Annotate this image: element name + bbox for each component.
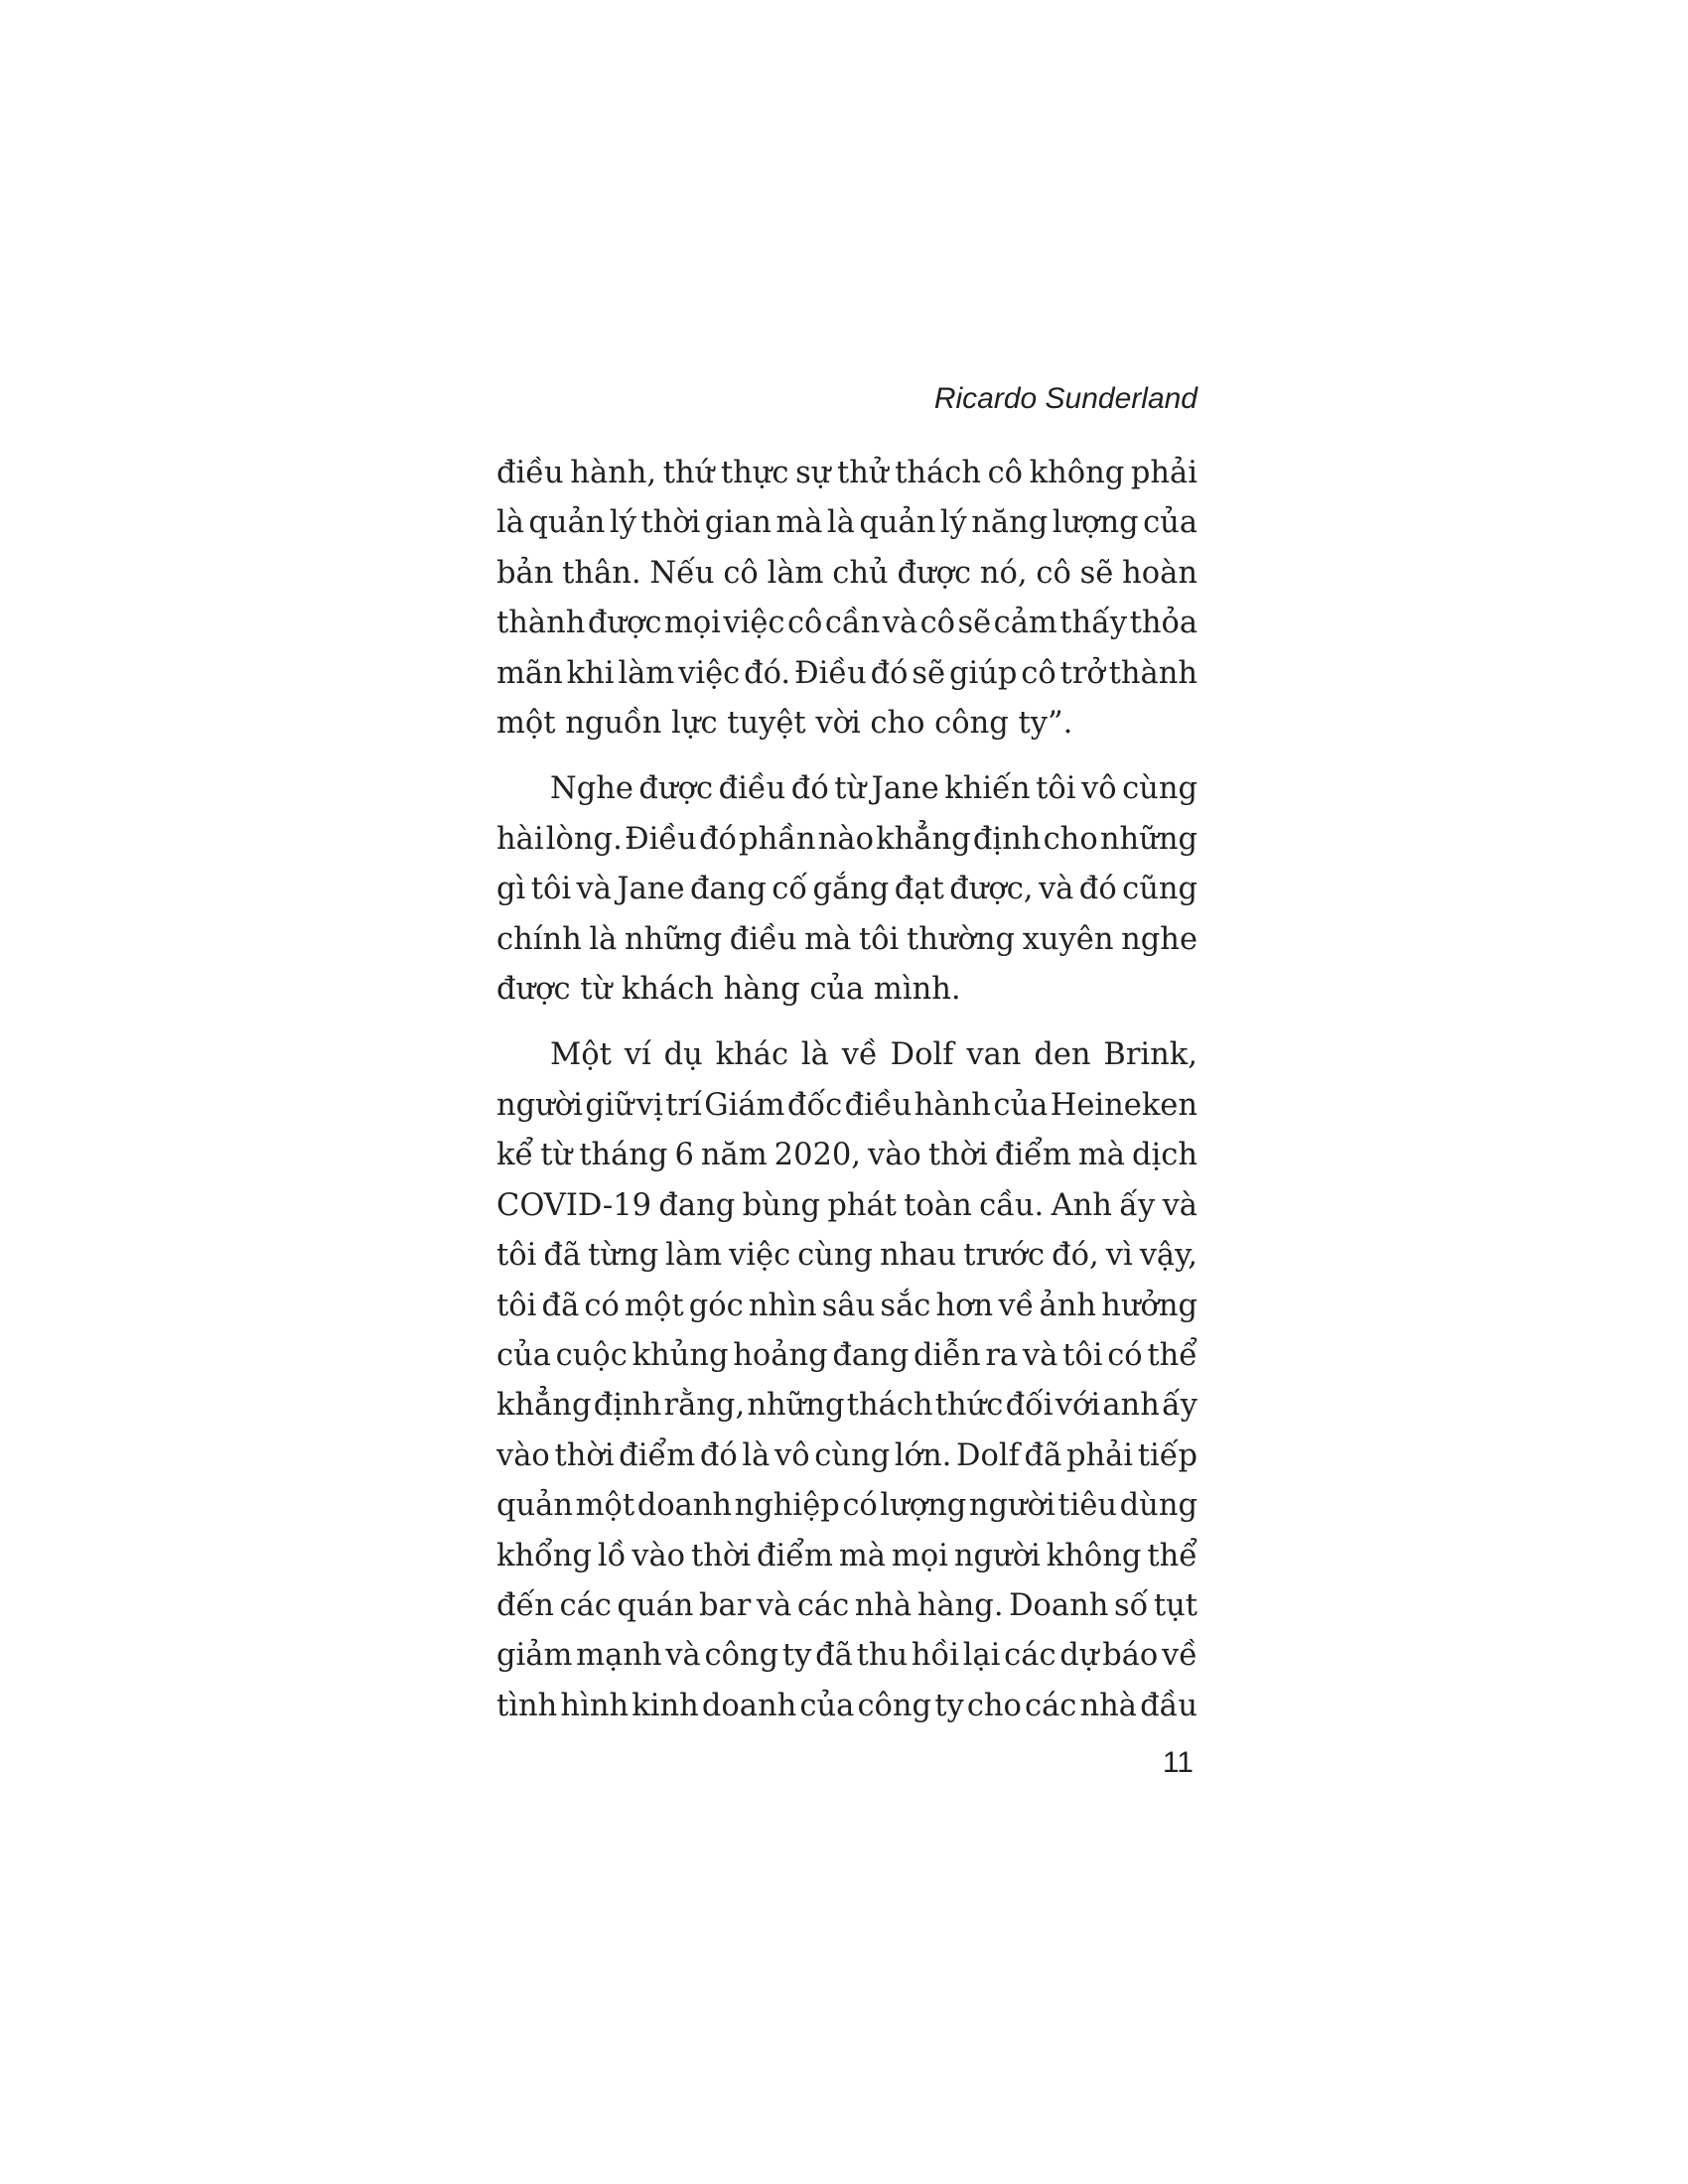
text-line: người giữ vị trí Giám đốc điều hành của Heineken [496, 1087, 1197, 1123]
text-line: giảm mạnh và công ty đã thu hồi lại các dự báo về [496, 1638, 1198, 1674]
text-line: gì tôi và Jane đang cố gắng đạt được, và đó cũng [496, 872, 1198, 907]
text-line: của cuộc khủng hoảng đang diễn ra và tôi có thể [496, 1337, 1198, 1373]
text-line: tình hình kinh doanh của công ty cho các nhà đầu [496, 1688, 1197, 1723]
text-line: COVID-19 đang bùng phát toàn cầu. Anh ấy và [496, 1187, 1197, 1223]
paragraph-1 [496, 449, 1197, 749]
text-line: hài lòng. Điều đó phần nào khẳng định cho những [496, 821, 1197, 857]
text-line: Một ví dụ khác là về Dolf van den Brink, [550, 1037, 1197, 1073]
text-line: một nguồn lực tuyệt vời cho công ty”. [496, 706, 1073, 742]
text-line: chính là những điều mà tôi thường xuyên nghe [496, 921, 1197, 957]
text-line: khổng lồ vào thời điểm mà mọi người không thể [496, 1538, 1198, 1573]
body-text [496, 449, 1197, 1731]
text-line: đến các quán bar và các nhà hàng. Doanh số tụt [496, 1587, 1197, 1623]
text-line: mãn khi làm việc đó. Điều đó sẽ giúp cô trở thành [496, 655, 1197, 691]
text-line: Nghe được điều đó từ Jane khiến tôi vô cùng [550, 771, 1197, 807]
text-line: tôi đã có một góc nhìn sâu sắc hơn về ảnh hưởng [496, 1288, 1197, 1323]
text-line: bản thân. Nếu cô làm chủ được nó, cô sẽ hoàn [496, 555, 1197, 591]
paragraph-2 [496, 764, 1197, 1015]
text-line: kể từ tháng 6 năm 2020, vào thời điểm mà dịch [496, 1138, 1197, 1173]
text-line: thành được mọi việc cô cần và cô sẽ cảm thấy thỏa [496, 606, 1198, 641]
text-line: vào thời điểm đó là vô cùng lớn. Dolf đã phải tiếp [496, 1437, 1198, 1473]
text-line: điều hành, thứ thực sự thử thách cô không phải [496, 456, 1197, 490]
page-number: 11 [1162, 1746, 1194, 1779]
text-line: khẳng định rằng, những thách thức đối với anh ấy [496, 1388, 1197, 1424]
text-line: tôi đã từng làm việc cùng nhau trước đó, vì vậy, [496, 1238, 1197, 1274]
text-line: quản một doanh nghiệp có lượng người tiêu dùng [496, 1488, 1197, 1524]
paragraph-3 [496, 1030, 1197, 1731]
running-header-author: Ricardo Sunderland [933, 382, 1197, 415]
text-line: được từ khách hàng của mình. [496, 972, 961, 1008]
text-line: là quản lý thời gian mà là quản lý năng lượng của [496, 505, 1198, 541]
